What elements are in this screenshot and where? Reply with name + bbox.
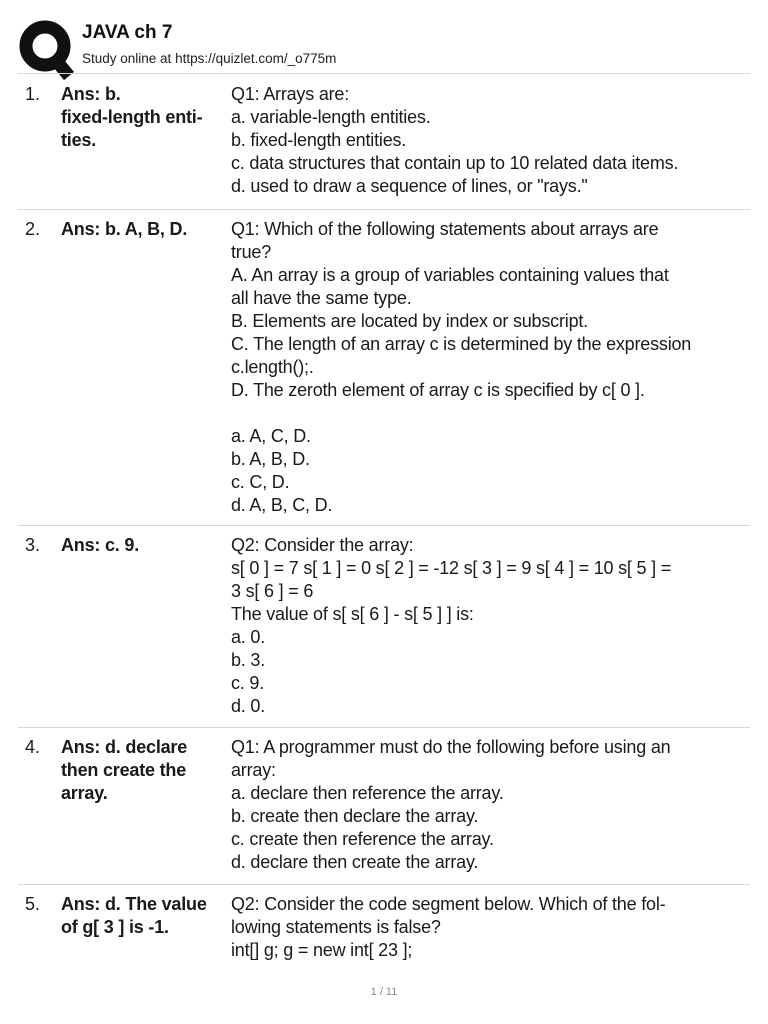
question-line: a. 0.: [231, 627, 266, 647]
flashcard-1: [18, 74, 750, 210]
card-question: [231, 218, 751, 517]
question-line: B. Elements are located by index or subscript.: [231, 311, 588, 331]
question-line: The value of s[ s[ 6 ] - s[ 5 ] ] is:: [231, 604, 474, 624]
answer-line: ties.: [61, 130, 97, 150]
card-number: 2.: [25, 219, 41, 239]
answer-line: of g[ 3 ] is -1.: [61, 917, 169, 937]
question-line: a. variable-length entities.: [231, 107, 431, 127]
page-header: [0, 0, 768, 74]
card-question: [231, 736, 751, 874]
answer-line: Ans: c. 9.: [61, 535, 140, 555]
question-line: b. A, B, D.: [231, 449, 310, 469]
flashcard-2: [18, 209, 750, 526]
question-line: 3 s[ 6 ] = 6: [231, 581, 314, 601]
card-number: 1.: [25, 84, 41, 104]
card-answer: [61, 736, 227, 805]
question-line: c. create then reference the array.: [231, 829, 494, 849]
flashcard-4: [18, 727, 750, 885]
page-subtitle: Study online at https://quizlet.com/_o775m: [82, 51, 337, 66]
question-spacer: [231, 402, 751, 425]
answer-line: Ans: b.: [61, 84, 121, 104]
question-line: a. A, C, D.: [231, 426, 311, 446]
flashcard-3: [18, 525, 750, 728]
card-answer: [61, 218, 227, 241]
question-line: A. An array is a group of variables containing values that: [231, 265, 669, 285]
question-line: b. create then declare the array.: [231, 806, 479, 826]
question-line: c. data structures that contain up to 10 related data items.: [231, 153, 679, 173]
card-number: 5.: [25, 894, 41, 914]
question-line: c. C, D.: [231, 472, 290, 492]
answer-line: array.: [61, 783, 108, 803]
question-line: D. The zeroth element of array c is specified by c[ 0 ].: [231, 380, 645, 400]
question-line: Q1: Arrays are:: [231, 84, 350, 104]
question-line: d. used to draw a sequence of lines, or "rays.": [231, 176, 588, 196]
question-line: a. declare then reference the array.: [231, 783, 504, 803]
answer-line: Ans: b. A, B, D.: [61, 219, 188, 239]
answer-line: then create the: [61, 760, 187, 780]
card-number: 3.: [25, 535, 41, 555]
question-line: true?: [231, 242, 272, 262]
page-title: JAVA ch 7: [82, 22, 173, 43]
answer-line: Ans: d. The value: [61, 894, 207, 914]
question-line: d. A, B, C, D.: [231, 495, 333, 515]
card-answer: [61, 83, 227, 152]
question-line: s[ 0 ] = 7 s[ 1 ] = 0 s[ 2 ] = -12 s[ 3 ] = 9 s[ 4 ] = 10 s[ 5 ] =: [231, 558, 672, 578]
question-line: b. 3.: [231, 650, 266, 670]
question-line: Q2: Consider the code segment below. Which of the fol-: [231, 894, 666, 914]
question-line: d. 0.: [231, 696, 266, 716]
question-line: array:: [231, 760, 276, 780]
card-question: [231, 893, 751, 962]
question-line: lowing statements is false?: [231, 917, 441, 937]
question-line: Q1: Which of the following statements about arrays are: [231, 219, 659, 239]
card-number: 4.: [25, 737, 41, 757]
question-line: int[] g; g = new int[ 23 ];: [231, 940, 413, 960]
question-line: Q2: Consider the array:: [231, 535, 414, 555]
question-line: d. declare then create the array.: [231, 852, 479, 872]
page-number: 1 / 11: [370, 986, 398, 998]
question-line: C. The length of an array c is determined by the expression: [231, 334, 692, 354]
question-line: b. fixed-length entities.: [231, 130, 407, 150]
card-question: [231, 83, 751, 198]
card-answer: [61, 893, 227, 939]
card-question: [231, 534, 751, 718]
answer-line: fixed-length enti-: [61, 107, 203, 127]
card-answer: [61, 534, 227, 557]
question-line: Q1: A programmer must do the following before using an: [231, 737, 671, 757]
question-line: c. 9.: [231, 673, 265, 693]
flashcard-5: [18, 884, 750, 974]
answer-line: Ans: d. declare: [61, 737, 188, 757]
question-line: c.length();.: [231, 357, 314, 377]
question-line: all have the same type.: [231, 288, 412, 308]
